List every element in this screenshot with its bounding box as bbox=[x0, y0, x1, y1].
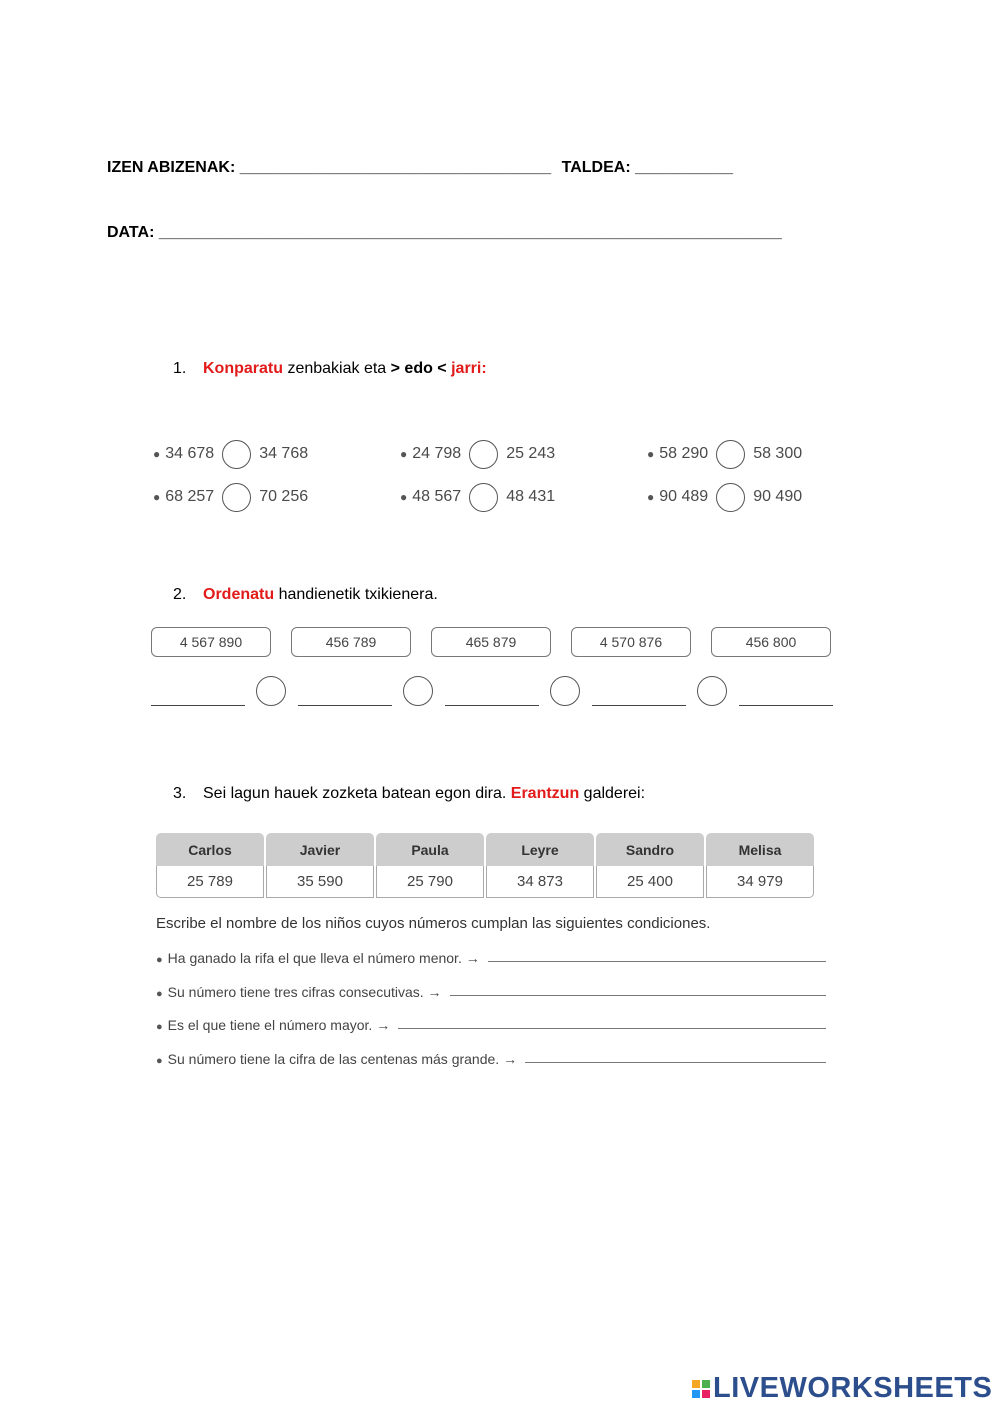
raffle-table bbox=[154, 833, 816, 898]
order-number-box: 465 879 bbox=[431, 627, 551, 657]
condition-item bbox=[156, 950, 826, 966]
bullet-icon: ● bbox=[400, 490, 408, 504]
bullet-icon: ● bbox=[647, 447, 655, 461]
condition-text: Su número tiene tres cifras consecutivas. → bbox=[167, 984, 442, 1000]
answer-circle[interactable] bbox=[222, 483, 251, 512]
compare-item bbox=[647, 437, 802, 471]
table-header: Javier bbox=[266, 833, 374, 866]
question-1-title bbox=[173, 360, 487, 378]
condition-text: Es el que tiene el número mayor. → bbox=[167, 1017, 391, 1033]
comparison-symbols: > edo < bbox=[390, 360, 447, 377]
number-right: 90 490 bbox=[753, 488, 803, 505]
question-3-title bbox=[173, 785, 645, 803]
table-row bbox=[156, 866, 814, 898]
question-2-title bbox=[173, 586, 438, 604]
condition-item bbox=[156, 984, 826, 1000]
number-left: 58 290 bbox=[659, 445, 709, 462]
order-symbol-circle[interactable] bbox=[550, 676, 580, 706]
number-left: 24 798 bbox=[412, 445, 462, 462]
question-end: jarri: bbox=[446, 360, 487, 377]
condition-text: Ha ganado la rifa el que lleva el número menor. → bbox=[167, 950, 480, 966]
question-number: 1. bbox=[173, 360, 187, 377]
compare-item bbox=[153, 437, 308, 471]
number-left: 68 257 bbox=[165, 488, 215, 505]
question-text: zenbakiak eta bbox=[283, 360, 391, 377]
order-symbol-circle[interactable] bbox=[697, 676, 727, 706]
compare-item bbox=[400, 437, 555, 471]
answer-line[interactable] bbox=[450, 994, 826, 996]
table-cell: 25 400 bbox=[596, 866, 704, 898]
table-cell: 34 873 bbox=[486, 866, 594, 898]
order-answer-line[interactable] bbox=[151, 705, 245, 706]
group-label: TALDEA: ___________ bbox=[561, 159, 733, 176]
table-cell: 35 590 bbox=[266, 866, 374, 898]
bullet-icon: ● bbox=[153, 447, 161, 461]
number-right: 58 300 bbox=[753, 445, 803, 462]
table-cell: 25 790 bbox=[376, 866, 484, 898]
question-text: Sei lagun hauek zozketa batean egon dira. bbox=[203, 785, 511, 802]
condition-item bbox=[156, 1051, 826, 1067]
compare-item bbox=[647, 480, 802, 514]
order-symbol-circle[interactable] bbox=[403, 676, 433, 706]
condition-item bbox=[156, 1017, 826, 1033]
answer-circle[interactable] bbox=[716, 440, 745, 469]
compare-item bbox=[153, 480, 308, 514]
order-symbol-circle[interactable] bbox=[256, 676, 286, 706]
table-header: Paula bbox=[376, 833, 484, 866]
table-header-row bbox=[156, 833, 814, 866]
table-header: Sandro bbox=[596, 833, 704, 866]
logo-text: LIVEWORKSHEETS bbox=[713, 1372, 993, 1404]
table-cell: 25 789 bbox=[156, 866, 264, 898]
answer-circle[interactable] bbox=[469, 483, 498, 512]
order-number-box: 456 800 bbox=[711, 627, 831, 657]
table-header: Carlos bbox=[156, 833, 264, 866]
name-label: IZEN ABIZENAK: ___________________________________ bbox=[107, 159, 552, 176]
number-left: 34 678 bbox=[165, 445, 215, 462]
bullet-icon: ● bbox=[156, 1055, 163, 1067]
answer-circle[interactable] bbox=[716, 483, 745, 512]
number-right: 70 256 bbox=[259, 488, 309, 505]
bullet-icon: ● bbox=[156, 1021, 163, 1033]
number-right: 25 243 bbox=[506, 445, 556, 462]
question-text-end: galderei: bbox=[579, 785, 646, 802]
compare-item bbox=[400, 480, 555, 514]
answer-line[interactable] bbox=[398, 1027, 826, 1029]
number-right: 48 431 bbox=[506, 488, 556, 505]
logo-mark-icon bbox=[692, 1380, 710, 1398]
condition-text: Su número tiene la cifra de las centenas más grande. → bbox=[167, 1051, 518, 1067]
liveworksheets-logo bbox=[692, 1372, 992, 1405]
order-answer-line[interactable] bbox=[592, 705, 686, 706]
order-answer-line[interactable] bbox=[739, 705, 833, 706]
answer-circle[interactable] bbox=[469, 440, 498, 469]
question-text: handienetik txikienera. bbox=[274, 586, 438, 603]
answer-line[interactable] bbox=[488, 960, 826, 962]
bullet-icon: ● bbox=[156, 954, 163, 966]
answer-circle[interactable] bbox=[222, 440, 251, 469]
instruction-text: Escribe el nombre de los niños cuyos números cumplan las siguientes condiciones. bbox=[156, 915, 711, 932]
bullet-icon: ● bbox=[153, 490, 161, 504]
table-header: Melisa bbox=[706, 833, 814, 866]
number-left: 90 489 bbox=[659, 488, 709, 505]
order-number-box: 4 570 876 bbox=[571, 627, 691, 657]
date-field-label: DATA: ______________________________________________________________________ bbox=[107, 224, 782, 241]
question-verb: Erantzun bbox=[510, 785, 580, 802]
question-number: 3. bbox=[173, 785, 187, 802]
table-cell: 34 979 bbox=[706, 866, 814, 898]
question-number: 2. bbox=[173, 586, 187, 603]
order-answer-line[interactable] bbox=[445, 705, 539, 706]
bullet-icon: ● bbox=[156, 988, 163, 1000]
question-verb: Konparatu bbox=[203, 360, 283, 377]
order-number-box: 456 789 bbox=[291, 627, 411, 657]
bullet-icon: ● bbox=[400, 447, 408, 461]
order-number-box: 4 567 890 bbox=[151, 627, 271, 657]
answer-line[interactable] bbox=[525, 1061, 826, 1063]
table-header: Leyre bbox=[486, 833, 594, 866]
question-verb: Ordenatu bbox=[203, 586, 275, 603]
number-left: 48 567 bbox=[412, 488, 462, 505]
order-answer-line[interactable] bbox=[298, 705, 392, 706]
number-right: 34 768 bbox=[259, 445, 309, 462]
name-field-label bbox=[107, 159, 733, 177]
bullet-icon: ● bbox=[647, 490, 655, 504]
